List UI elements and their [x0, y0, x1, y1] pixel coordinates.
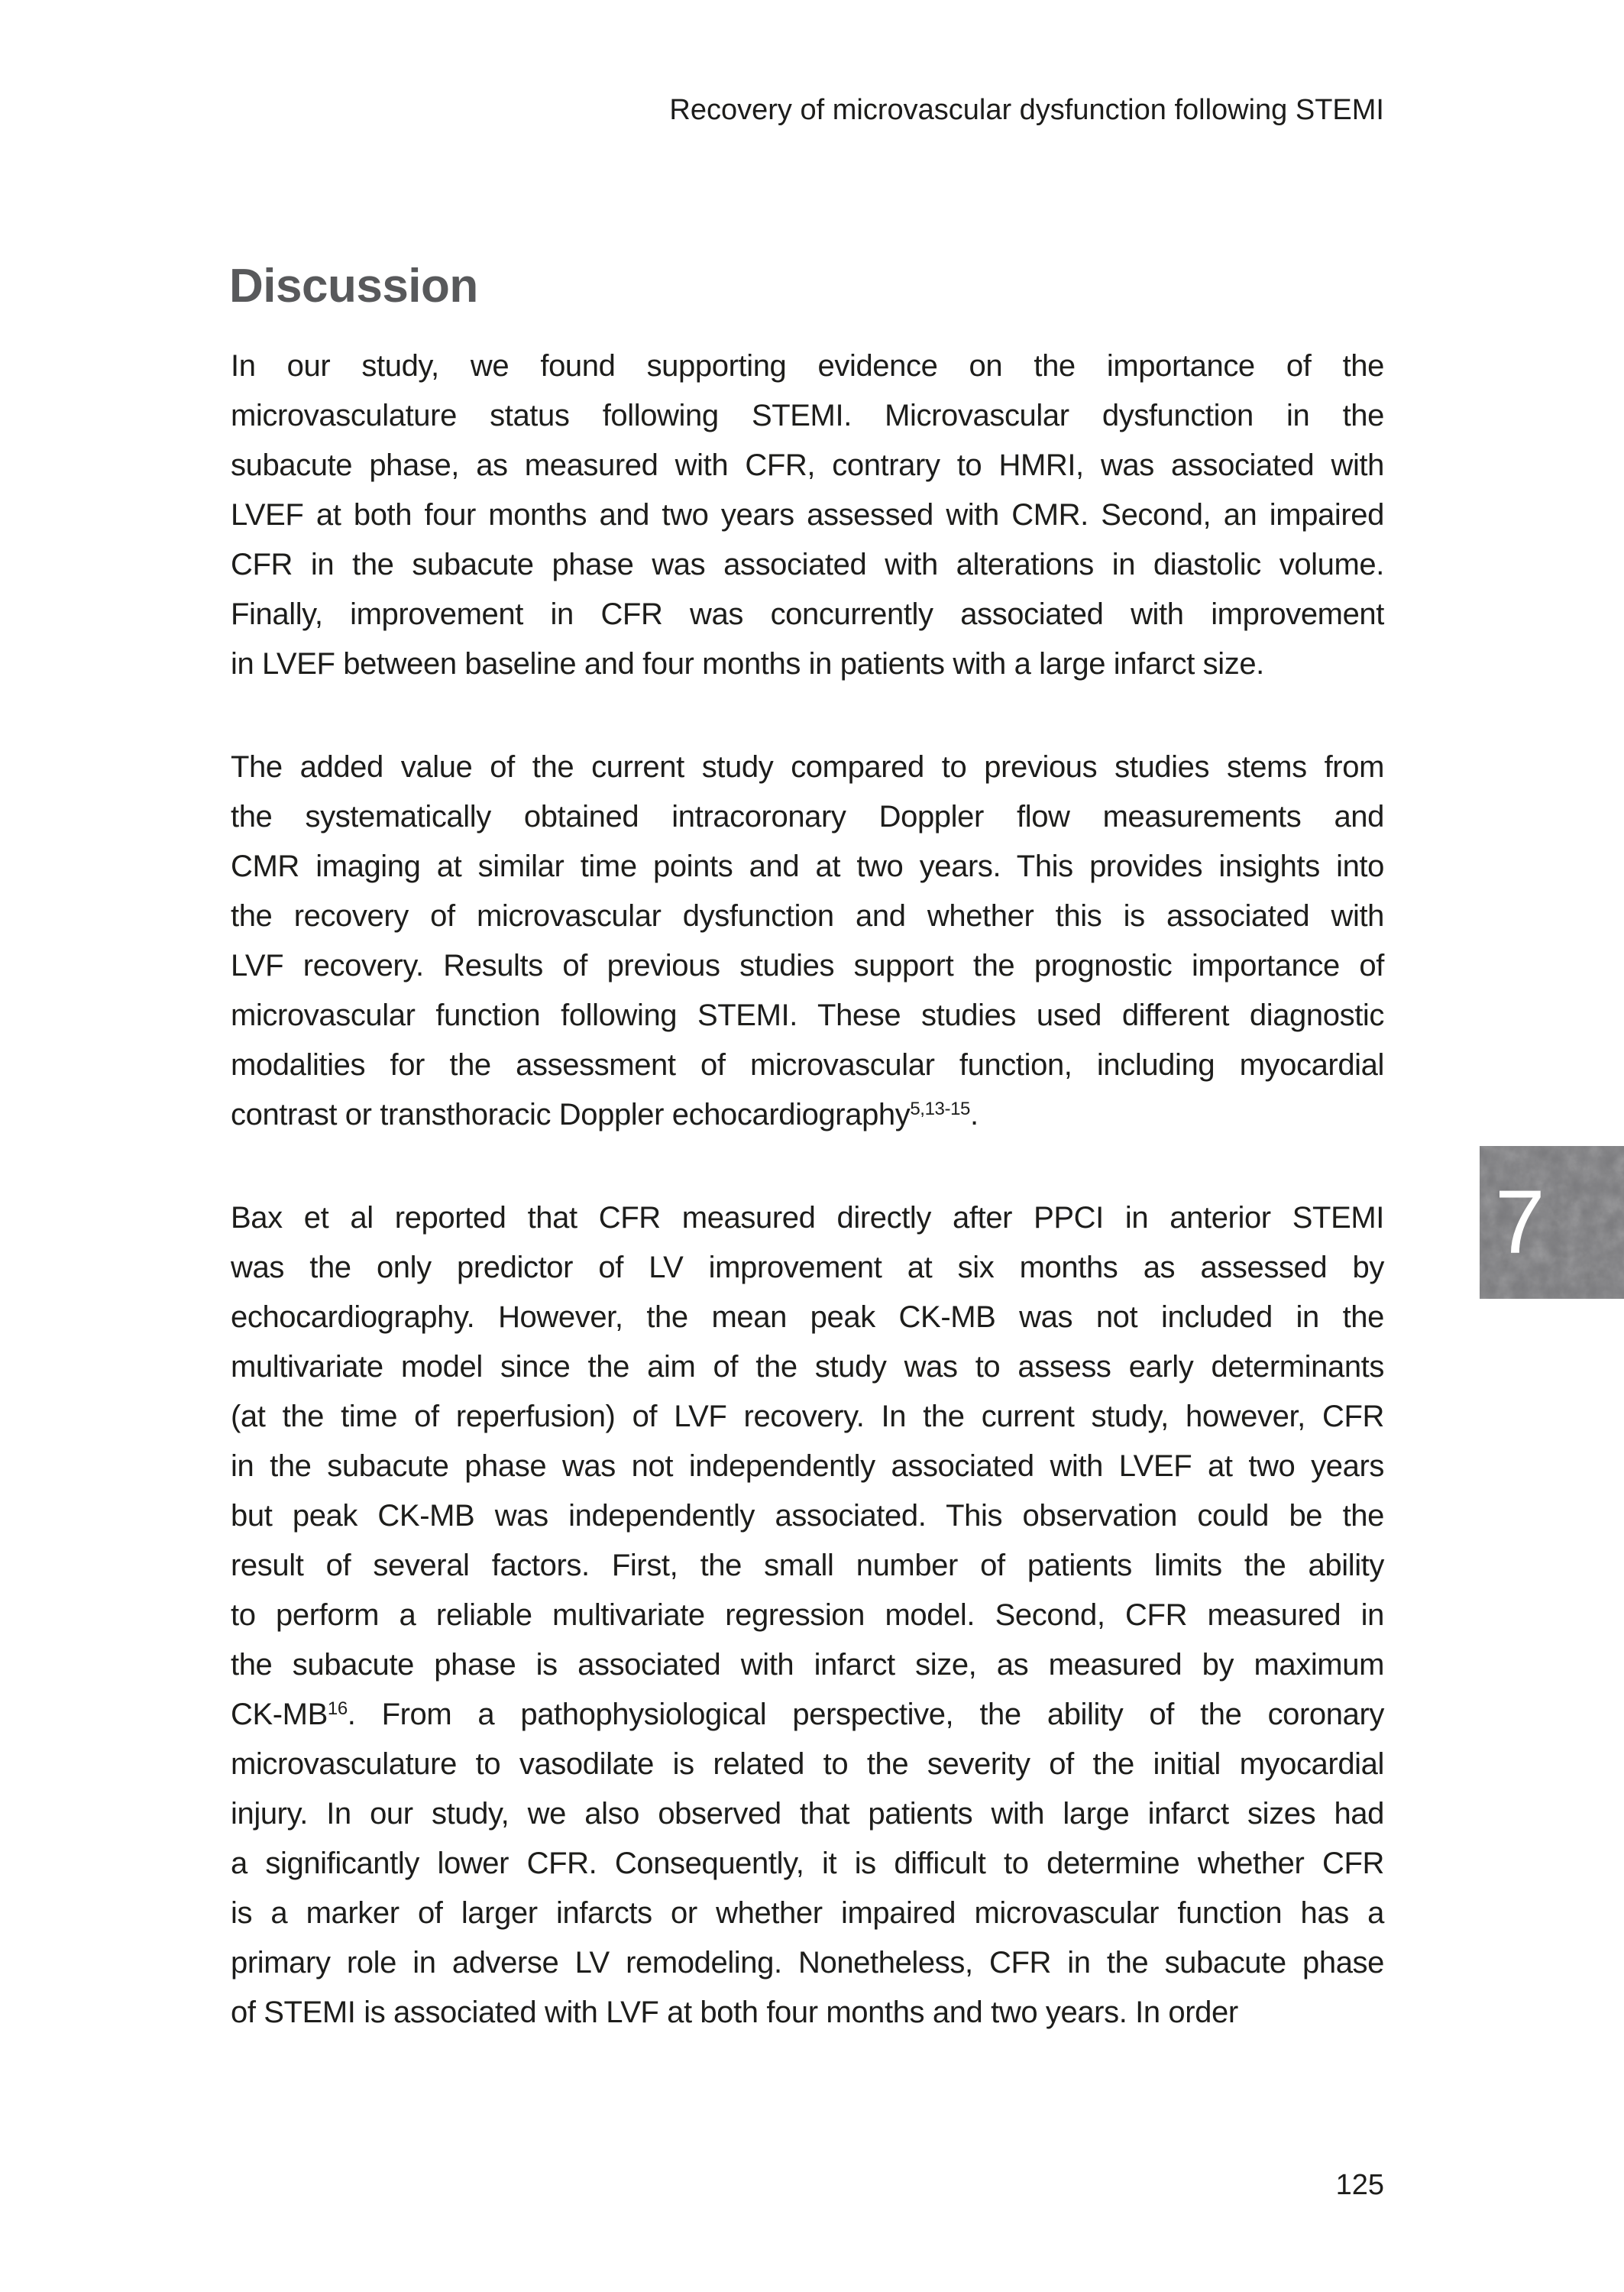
text-line: injury. In our study, we also observed that patients with large infarct sizes had	[231, 1797, 1384, 1831]
text-line: the subacute phase is associated with infarct size, as measured by maximum	[231, 1648, 1384, 1682]
text-line: Bax et al reported that CFR measured directly after PPCI in anterior STEMI	[231, 1201, 1384, 1235]
text-line: a significantly lower CFR. Consequently, it is difficult to determine whether CFR	[231, 1847, 1384, 1880]
text-line: the systematically obtained intracoronary Doppler flow measurements and	[231, 800, 1384, 834]
text-line: modalities for the assessment of microvascular function, including myocardial	[231, 1048, 1384, 1082]
citation-superscript: 5,13-15	[910, 1098, 970, 1119]
text-line: CK-MB$^{16}$. From a pathophysiological perspective, the ability of the coronary	[231, 1698, 1384, 1731]
text-line: CFR in the subacute phase was associated with alterations in diastolic volume.	[231, 548, 1384, 581]
citation-superscript: 16	[327, 1698, 348, 1719]
text-line: result of several factors. First, the small number of patients limits the ability	[231, 1549, 1384, 1582]
text-line: microvascular function following STEMI. These studies used different diagnostic	[231, 999, 1384, 1032]
text-line: primary role in adverse LV remodeling. Nonetheless, CFR in the subacute phase	[231, 1946, 1384, 1980]
chapter-number: 7	[1495, 1172, 1545, 1273]
text-line: Finally, improvement in CFR was concurrently associated with improvement	[231, 597, 1384, 631]
text-line: is a marker of larger infarcts or whether impaired microvascular function has a	[231, 1896, 1384, 1930]
paragraph	[231, 1193, 1384, 2038]
text-line: microvasculature to vasodilate is related to the severity of the initial myocardial	[231, 1747, 1384, 1781]
section-title: Discussion	[229, 259, 478, 312]
text-line: subacute phase, as measured with CFR, contrary to HMRI, was associated with	[231, 448, 1384, 482]
text-line: (at the time of reperfusion) of LVF recovery. In the current study, however, CFR	[231, 1400, 1384, 1433]
text-line: LVEF at both four months and two years assessed with CMR. Second, an impaired	[231, 498, 1384, 532]
text-line: the recovery of microvascular dysfunction and whether this is associated with	[231, 899, 1384, 933]
paragraph	[231, 743, 1384, 1140]
text-line: multivariate model since the aim of the study was to assess early determinants	[231, 1350, 1384, 1384]
text-line: in the subacute phase was not independently associated with LVEF at two years	[231, 1449, 1384, 1483]
text-line: but peak CK-MB was independently associated. This observation could be the	[231, 1499, 1384, 1533]
text-line: microvasculature status following STEMI. Microvascular dysfunction in the	[231, 399, 1384, 432]
paragraph	[231, 342, 1384, 689]
text-line: in LVEF between baseline and four months in patients with a large infarct size.	[231, 647, 1264, 681]
text-line: of STEMI is associated with LVF at both four months and two years. In order	[231, 1996, 1238, 2029]
body-text	[231, 342, 1384, 2038]
text-line: The added value of the current study compared to previous studies stems from	[231, 750, 1384, 784]
page-number: 125	[1335, 2169, 1384, 2201]
chapter-tab	[1480, 1146, 1624, 1299]
text-line: to perform a reliable multivariate regression model. Second, CFR measured in	[231, 1598, 1384, 1632]
text-line: echocardiography. However, the mean peak CK-MB was not included in the	[231, 1300, 1384, 1334]
text-line: CMR imaging at similar time points and at two years. This provides insights into	[231, 850, 1384, 883]
text-line: In our study, we found supporting evidence on the importance of the	[231, 349, 1384, 383]
text-line: contrast or transthoracic Doppler echocardiography$^{5,13-15}$.	[231, 1098, 979, 1131]
text-line: was the only predictor of LV improvement at six months as assessed by	[231, 1251, 1384, 1284]
running-header: Recovery of microvascular dysfunction following STEMI	[669, 94, 1384, 126]
text-line: LVF recovery. Results of previous studies support the prognostic importance of	[231, 949, 1384, 983]
